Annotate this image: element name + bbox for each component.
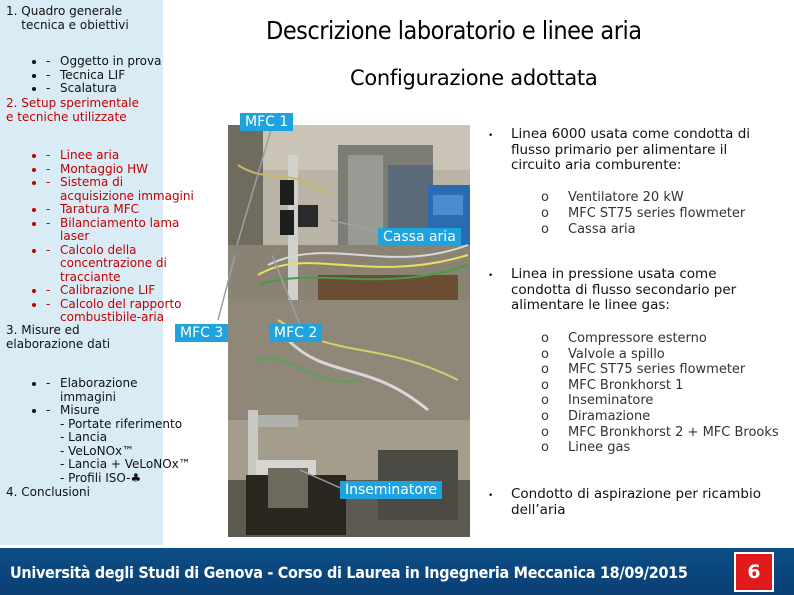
outline-section-4-title: 4. Conclusioni xyxy=(6,485,90,499)
bullet-1-sublist xyxy=(541,190,781,240)
sub-marker: o xyxy=(541,424,549,440)
page-number-badge xyxy=(734,552,774,592)
sub-marker: o xyxy=(541,346,549,362)
page-number: 6 xyxy=(747,561,761,583)
outline-item: - • Linee aria xyxy=(46,149,196,163)
callout-line-mfc2 xyxy=(272,255,300,325)
bullet-1-text: Linea 6000 usata come condotta di flusso primario per alimentare il circuito aria comburente: xyxy=(511,126,751,173)
sub-marker: o xyxy=(541,409,549,424)
outline-item: - • Tecnica LIF xyxy=(46,69,161,83)
sub-item: Ventilatore 20 kW xyxy=(568,190,684,205)
sub-marker: o xyxy=(541,222,549,237)
label-mfc3: MFC 3 xyxy=(175,324,228,342)
sub-item: Inseminatore xyxy=(568,393,654,409)
sub-item: MFC Bronkhorst 2 + MFC Brooks xyxy=(568,424,779,440)
callout-line-mfc1 xyxy=(237,130,271,245)
outline-item: - • Elaborazione immagini xyxy=(46,377,196,404)
outline-item: - • Bilanciamento lama laser xyxy=(46,217,196,244)
outline-item: - • Montaggio HW xyxy=(46,163,196,177)
slide-title: Descrizione laboratorio e linee aria xyxy=(266,16,642,45)
outline-item: - • Sistema di acquisizione immagini xyxy=(46,176,196,203)
outline-item: - • Calcolo della concentrazione di tracciante xyxy=(46,244,196,285)
sub-item: Diramazione xyxy=(568,409,651,424)
outline-section-1-title: 1. Quadro generale tecnica e obiettivi xyxy=(6,4,129,32)
bullet-2-sublist xyxy=(541,331,786,461)
footer-text: Università degli Studi di Genova - Corso di Laurea in Ingegneria Meccanica 18/09/2015 xyxy=(10,563,688,582)
label-mfc1: MFC 1 xyxy=(240,113,293,131)
sub-marker: o xyxy=(541,206,549,221)
sub-item: Valvole a spillo xyxy=(568,346,665,362)
outline-section-2-title: 2. Setup sperimentale e tecniche utilizzate xyxy=(6,96,139,124)
sub-marker: o xyxy=(541,331,549,346)
outline-item: - • Taratura MFC xyxy=(46,203,196,217)
bullet-2-text: Linea in pressione usata come condotta di flusso secondario per alimentare le linee gas: xyxy=(511,266,737,313)
outline-item: - • Oggetto in prova xyxy=(46,55,161,69)
sub-item: MFC Bronkhorst 1 xyxy=(568,377,684,393)
sub-item: Cassa aria xyxy=(568,222,636,237)
label-inseminatore: Inseminatore xyxy=(340,481,442,499)
callout-line-mfc3 xyxy=(218,255,235,320)
bullet-marker: • xyxy=(488,271,494,281)
sub-item: Compressore esterno xyxy=(568,331,707,346)
outline-item: - • Calibrazione LIF xyxy=(46,284,196,298)
sub-marker: o xyxy=(541,377,549,393)
sub-item: Linee gas xyxy=(568,440,631,456)
outline-item: - • Calcolo del rapporto combustibile-aria xyxy=(46,298,196,325)
sub-marker: o xyxy=(541,393,549,409)
footer-bar xyxy=(0,548,794,595)
label-cassa-aria: Cassa aria xyxy=(378,228,461,246)
label-mfc2: MFC 2 xyxy=(269,324,322,342)
callout-line-seeder xyxy=(300,470,345,490)
callout-line-cassa xyxy=(330,220,380,232)
outline-item: - • Scalatura xyxy=(46,82,161,96)
bullet-marker: • xyxy=(488,491,494,501)
sub-marker: o xyxy=(541,440,549,456)
sub-marker: o xyxy=(541,190,549,205)
sub-item: MFC ST75 series flowmeter xyxy=(568,362,746,378)
outline-item: - • Misure - Portate riferimento - Lancia - VeLoNOx™ - Lancia + VeLoNOx™ - Profili ISO-♣ xyxy=(46,404,196,485)
sub-marker: o xyxy=(541,362,549,378)
sub-item: MFC ST75 series flowmeter xyxy=(568,206,746,221)
bullet-marker: • xyxy=(488,131,494,141)
outline-section-3-title: 3. Misure ed elaborazione dati xyxy=(6,323,111,351)
slide-subtitle: Configurazione adottata xyxy=(350,66,598,90)
bullet-3-text: Condotto di aspirazione per ricambio dell’aria xyxy=(511,486,761,518)
